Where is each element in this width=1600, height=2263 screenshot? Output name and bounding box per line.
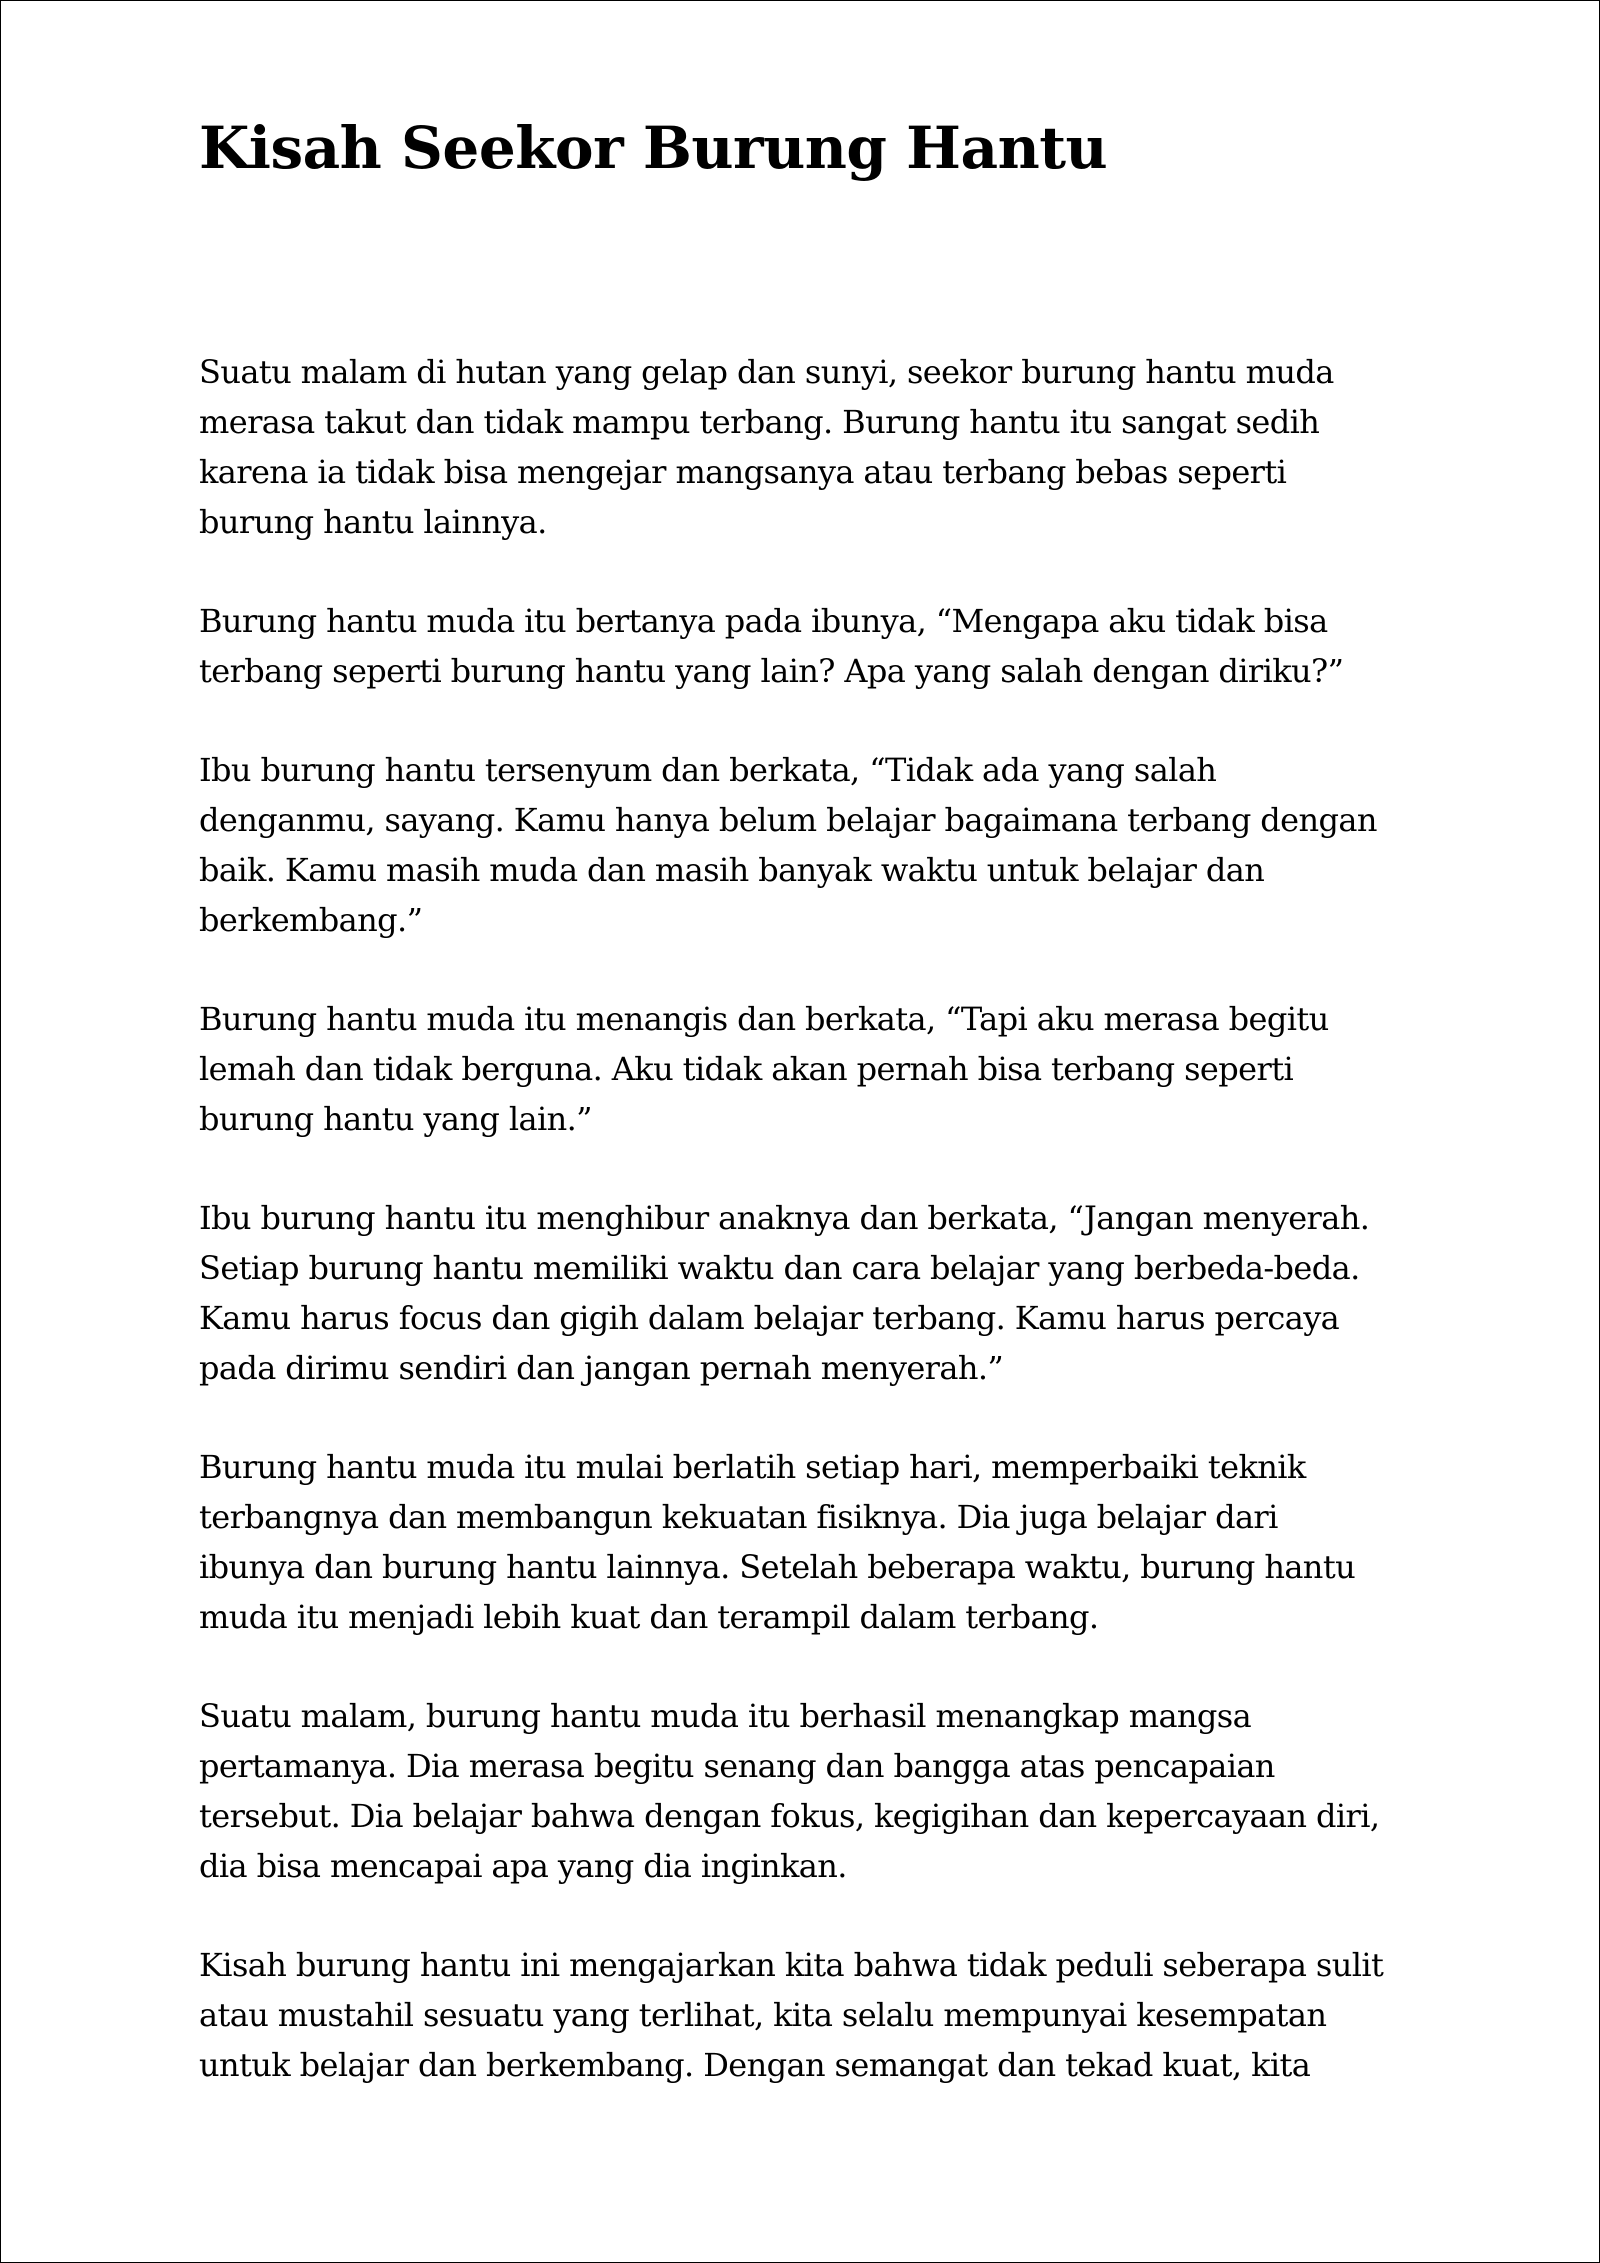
document-title: Kisah Seekor Burung Hantu [199,114,1108,182]
text-line: lemah dan tidak berguna. Aku tidak akan pernah bisa terbang seperti [199,1050,1294,1088]
text-line: burung hantu lainnya. [199,503,547,541]
text-line: untuk belajar dan berkembang. Dengan semangat dan tekad kuat, kita [199,2046,1311,2084]
paragraph-1 [199,347,1459,547]
text-line: pada dirimu sendiri dan jangan pernah menyerah.” [199,1349,1004,1387]
paragraph-6 [199,1442,1459,1642]
text-line: berkembang.” [199,901,423,939]
text-line: Setiap burung hantu memiliki waktu dan cara belajar yang berbeda-beda. [199,1249,1360,1287]
text-line: karena ia tidak bisa mengejar mangsanya atau terbang bebas seperti [199,453,1287,491]
paragraph-8 [199,1940,1459,2090]
paragraph-3 [199,745,1459,945]
text-line: Burung hantu muda itu mulai berlatih setiap hari, memperbaiki teknik [199,1448,1306,1486]
text-line: denganmu, sayang. Kamu hanya belum belajar bagaimana terbang dengan [199,801,1377,839]
text-line: dia bisa mencapai apa yang dia inginkan. [199,1847,847,1885]
text-line: muda itu menjadi lebih kuat dan terampil dalam terbang. [199,1598,1099,1636]
paragraph-5 [199,1193,1459,1393]
text-line: Suatu malam di hutan yang gelap dan sunyi, seekor burung hantu muda [199,353,1334,391]
text-line: Ibu burung hantu itu menghibur anaknya dan berkata, “Jangan menyerah. [199,1199,1370,1237]
paragraph-7 [199,1691,1459,1891]
text-line: baik. Kamu masih muda dan masih banyak waktu untuk belajar dan [199,851,1265,889]
text-line: pertamanya. Dia merasa begitu senang dan bangga atas pencapaian [199,1747,1275,1785]
text-line: ibunya dan burung hantu lainnya. Setelah beberapa waktu, burung hantu [199,1548,1356,1586]
text-line: Kisah burung hantu ini mengajarkan kita bahwa tidak peduli seberapa sulit [199,1946,1384,1984]
text-line: burung hantu yang lain.” [199,1100,592,1138]
text-line: Suatu malam, burung hantu muda itu berhasil menangkap mangsa [199,1697,1252,1735]
text-line: terbang seperti burung hantu yang lain? Apa yang salah dengan diriku?” [199,652,1344,690]
text-line: Kamu harus focus dan gigih dalam belajar terbang. Kamu harus percaya [199,1299,1340,1337]
text-line: Ibu burung hantu tersenyum dan berkata, “Tidak ada yang salah [199,751,1217,789]
text-line: Burung hantu muda itu bertanya pada ibunya, “Mengapa aku tidak bisa [199,602,1328,640]
story-body [199,347,1459,2139]
text-line: merasa takut dan tidak mampu terbang. Burung hantu itu sangat sedih [199,403,1320,441]
paragraph-4 [199,994,1459,1144]
text-line: atau mustahil sesuatu yang terlihat, kita selalu mempunyai kesempatan [199,1996,1327,2034]
text-line: Burung hantu muda itu menangis dan berkata, “Tapi aku merasa begitu [199,1000,1329,1038]
paragraph-2 [199,596,1459,696]
text-line: terbangnya dan membangun kekuatan fisiknya. Dia juga belajar dari [199,1498,1278,1536]
text-line: tersebut. Dia belajar bahwa dengan fokus, kegigihan dan kepercayaan diri, [199,1797,1380,1835]
